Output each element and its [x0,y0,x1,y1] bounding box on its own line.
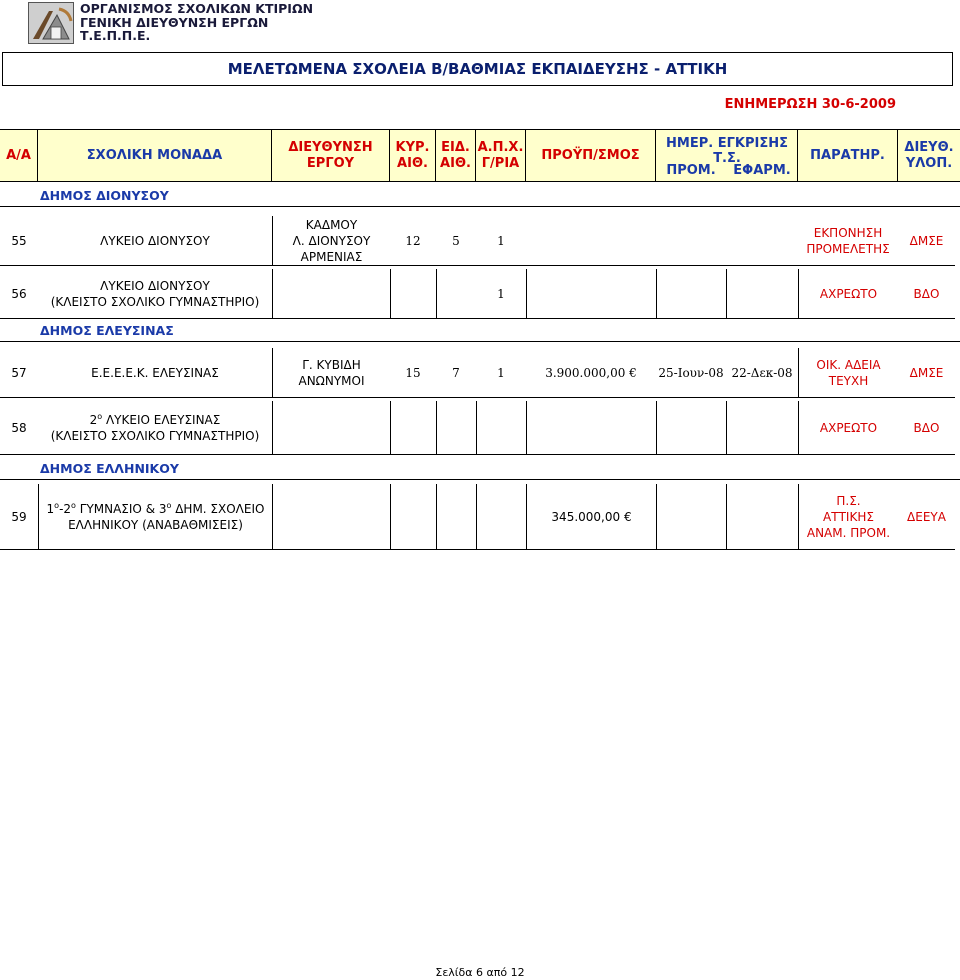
row-apx [476,401,526,454]
row-resp: ΔΜΣΕ [909,233,944,248]
table-row [0,216,955,266]
header-resp: ΔΙΕΥΘ. ΥΛΟΠ. [904,139,954,171]
row-address: Γ. ΚΥΒΙΔΗ ΑΝΩΝΥΜΟΙ [272,348,390,397]
organisation-logo [28,2,74,44]
row-remarks: ΕΚΠΟΝΗΣΗ ΠΡΟΜΕΛΕΤΗΣ [806,225,890,256]
row-school: $1^o-2^o$ ΓΥΜΝΑΣΙΟ & $3^o$ ΔΗΜ. ΣΧΟΛΕΙΟ ΕΛΛΗΝΙΚΟΥ (ΑΝΑΒΑΘΜΙΣΕΙΣ) [38,484,272,549]
header-aa: Α/Α [0,129,38,182]
row-prom [656,401,726,454]
row-eid [436,401,476,454]
header-school: ΣΧΟΛΙΚΗ ΜΟΝΑΔΑ [38,129,272,182]
row-prom [656,269,726,318]
header-budget: ΠΡΟΫΠ/ΣΜΟΣ [526,129,656,182]
table-row [0,401,955,455]
municipality-elliniko: ΔΗΜΟΣ ΕΛΛΗΝΙΚΟΥ [0,458,960,480]
row-prom: 25-Ιουν-08 [658,365,724,380]
org-line-1: ΟΡΓΑΝΙΣΜΟΣ ΣΧΟΛΙΚΩΝ ΚΤΙΡΙΩΝ [80,1,314,16]
row-budget: 345.000,00 € [526,484,656,549]
row-efarm [726,401,798,454]
page-number: Σελίδα 6 από 12 [435,966,525,979]
row-resp: ΔΕΕΥΑ [907,509,946,524]
header-eid: ΕΙΔ. ΑΙΘ. [436,129,476,182]
table-row [0,348,955,398]
header-remarks: ΠΑΡΑΤΗΡ. [798,129,898,182]
row-budget [526,401,656,454]
row-school: ΛΥΚΕΙΟ ΔΙΟΝΥΣΟΥ [100,233,210,248]
row-aa: 55 [11,233,27,248]
row-efarm [726,269,798,318]
header-approval-title: ΗΜΕΡ. ΕΓΚΡΙΣΗΣ Τ.Σ. [666,136,788,166]
organisation-header [28,2,318,44]
table-row [0,269,955,319]
row-school: $2^o$ ΛΥΚΕΙΟ ΕΛΕΥΣΙΝΑΣ (ΚΛΕΙΣΤΟ ΣΧΟΛΙΚΟ ΓΥΜΝΑΣΤΗΡΙΟ) [50,411,260,443]
row-eid: 7 [452,365,460,380]
row-aa: 56 [11,286,27,301]
document-title: ΜΕΛΕΤΩΜΕΝΑ ΣΧΟΛΕΙΑ Β/ΒΑΘΜΙΑΣ ΕΚΠΑΙΔΕΥΣΗΣ - ΑΤΤΙΚΗ [227,60,728,78]
row-aa: 59 [11,509,27,524]
municipality-dionysos: ΔΗΜΟΣ ΔΙΟΝΥΣΟΥ [0,185,960,207]
row-address [272,269,390,318]
row-apx [476,484,526,549]
row-efarm [726,484,798,549]
row-remarks: ΟΙΚ. ΑΔΕΙΑ ΤΕΥΧΗ [798,348,898,397]
header-direction: ΔΙΕΥΘΥΝΣΗ ΕΡΓΟΥ [272,129,390,182]
row-eid [436,269,476,318]
row-address [272,484,390,549]
header-kyr: ΚΥΡ. ΑΙΘ. [390,129,436,182]
row-address: ΚΑΔΜΟΥ Λ. ΔΙΟΝΥΣΟΥ ΑΡΜΕΝΙΑΣ [272,216,390,265]
row-resp: ΔΜΣΕ [909,365,944,380]
row-budget [526,269,656,318]
row-school: Ε.Ε.Ε.Ε.Κ. ΕΛΕΥΣΙΝΑΣ [91,365,219,380]
row-aa: 57 [11,365,27,380]
row-apx: 1 [497,365,505,380]
update-date: ΕΝΗΜΕΡΩΣΗ 30-6-2009 [724,97,896,112]
row-aa: 58 [11,420,27,435]
row-school: ΛΥΚΕΙΟ ΔΙΟΝΥΣΟΥ (ΚΛΕΙΣΤΟ ΣΧΟΛΙΚΟ ΓΥΜΝΑΣΤΗΡΙΟ) [50,278,260,309]
row-remarks: ΑΧΡΕΩΤΟ [798,269,898,318]
row-eid [436,484,476,549]
row-apx: 1 [497,286,505,301]
row-resp: ΒΔΟ [913,286,940,301]
org-line-2: ΓΕΝΙΚΗ ΔΙΕΥΘΥΝΣΗ ΕΡΓΩΝ [80,14,269,30]
row-address [272,401,390,454]
municipality-elefsina: ΔΗΜΟΣ ΕΛΕΥΣΙΝΑΣ [0,320,960,342]
org-line-3: Τ.Ε.Π.Π.Ε. [80,28,151,43]
row-kyr: 15 [405,365,421,380]
header-efarm: ΕΦΑΡΜ. [733,163,791,178]
row-kyr: 12 [405,233,421,248]
header-prom: ΠΡΟΜ. [666,163,716,178]
row-kyr [390,484,436,549]
row-efarm: 22-Δεκ-08 [731,365,793,380]
row-remarks: Π.Σ. ΑΤΤΙΚΗΣ ΑΝΑΜ. ΠΡΟΜ. [798,484,898,549]
row-remarks: ΑΧΡΕΩΤΟ [798,401,898,454]
document-title-box [2,52,953,86]
logo-icon [29,3,74,44]
row-kyr [390,269,436,318]
row-eid: 5 [452,233,460,248]
row-prom [656,484,726,549]
row-budget: 3.900.000,00 € [545,365,637,380]
header-apx: Α.Π.Χ. Γ/ΡΙΑ [476,129,526,182]
row-resp: ΒΔΟ [913,420,940,435]
row-apx: 1 [497,233,505,248]
table-row [0,484,955,550]
row-kyr [390,401,436,454]
